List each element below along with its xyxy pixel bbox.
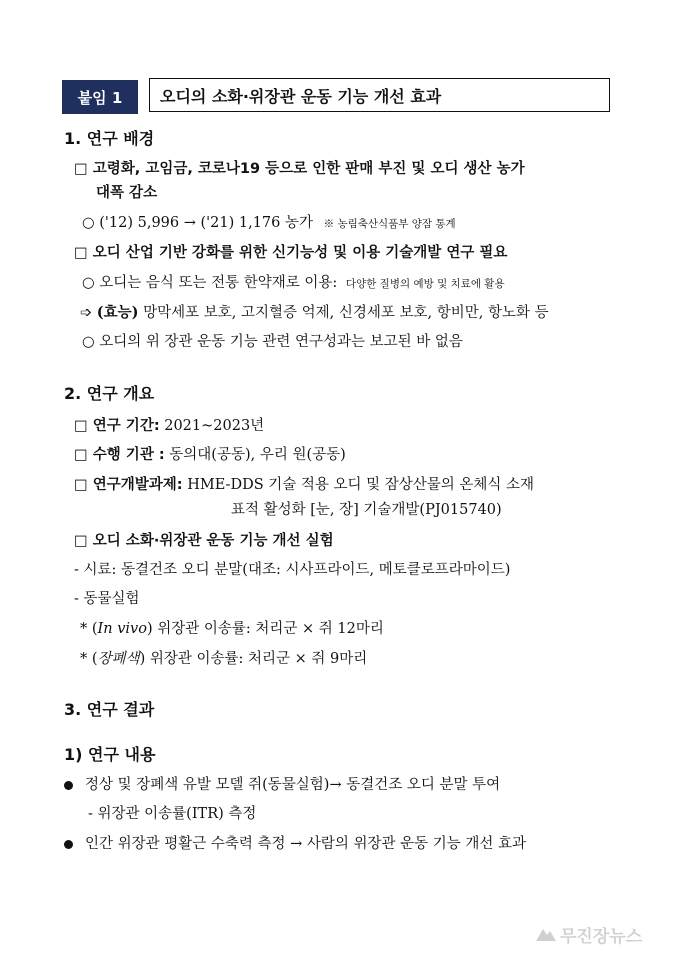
s2-org-label: □ 수행 기관 : xyxy=(74,447,165,463)
section-3-heading: 3. 연구 결과 xyxy=(64,700,155,719)
s1-bullet-2-sub-2 xyxy=(80,301,549,322)
document-title: 오디의 소화·위장관 운동 기능 개선 효과 xyxy=(149,78,610,112)
s1-usage-note: 다양한 질병의 예방 및 치료에 활용 xyxy=(345,278,505,290)
s1-efficacy-label: (효능) xyxy=(96,304,139,321)
s3-content-2-text: 인간 위장관 평활근 수축력 측정 → 사람의 위장관 운동 기능 개선 효과 xyxy=(85,836,527,852)
s3-content-2 xyxy=(64,832,526,853)
s2-task-label: □ 연구개발과제: xyxy=(74,477,183,493)
s2-ileus-italic: 장폐색 xyxy=(97,651,140,667)
watermark-logo-icon xyxy=(535,925,557,943)
s2-ileus-item xyxy=(80,647,367,668)
s1-bullet-2-sub-1 xyxy=(82,271,505,292)
s1-bullet-1-line1: □ 고령화, 고임금, 코로나19 등으로 인한 판매 부진 및 오디 생산 농가 xyxy=(74,161,525,177)
section-3-subheading: 1) 연구 내용 xyxy=(64,745,156,764)
s2-org-value: 동의대(공동), 우리 원(공동) xyxy=(169,447,346,463)
s2-animal-test: - 동물실험 xyxy=(74,591,140,607)
section-1-heading: 1. 연구 배경 xyxy=(64,129,155,148)
s2-invivo-prefix: * ( xyxy=(80,621,98,637)
s2-invivo-italic: In vivo xyxy=(97,621,147,637)
bullet-dot-icon xyxy=(64,840,73,849)
s2-ileus-text: ) 위장관 이송률: 처리군 × 쥐 9마리 xyxy=(139,651,368,667)
s1-farm-count-text: ○ ('12) 5,996 → ('21) 1,176 농가 xyxy=(82,215,313,231)
bullet-dot-icon xyxy=(64,781,73,790)
s2-org xyxy=(74,443,346,464)
s2-task-line1: HME-DDS 기술 적용 오디 및 잠상산물의 온체식 소재 xyxy=(187,477,535,493)
s1-bullet-2-sub-3: ○ 오디의 위 장관 운동 기능 관련 연구성과는 보고된 바 없음 xyxy=(82,334,463,350)
s1-bullet-1-line2: 대폭 감소 xyxy=(96,185,158,201)
attachment-tag: 붙임 1 xyxy=(62,80,138,114)
s1-source-note: ※ 농림축산식품부 양잠 통계 xyxy=(323,218,456,230)
s1-usage-text: ○ 오디는 음식 또는 전통 한약재로 이용: xyxy=(82,275,338,291)
s3-content-1-text: 정상 및 장폐색 유발 모델 쥐(동물실험)→ 동결건조 오디 분말 투여 xyxy=(85,777,501,793)
s2-ileus-prefix: * ( xyxy=(80,651,98,667)
s2-period-value: 2021~2023년 xyxy=(164,418,265,434)
s2-invivo-item xyxy=(80,617,384,638)
s2-experiment: □ 오디 소화·위장관 운동 기능 개선 실험 xyxy=(74,533,334,549)
s3-content-1-sub: - 위장관 이송률(ITR) 측정 xyxy=(88,806,257,822)
watermark-text: 무진장뉴스 xyxy=(560,927,643,947)
s2-invivo-text: ) 위장관 이송률: 처리군 × 쥐 12마리 xyxy=(146,621,384,637)
arrow-icon: ➩ xyxy=(80,305,93,321)
s2-task xyxy=(74,473,534,494)
s2-sample: - 시료: 동결건조 오디 분말(대조: 시사프라이드, 메토클로프라마이드) xyxy=(74,562,511,578)
s1-efficacy-text: 망막세포 보호, 고지혈증 억제, 신경세포 보호, 항비만, 항노화 등 xyxy=(143,305,549,321)
s2-task-line2: 표적 활성화 [눈, 장] 기술개발(PJ015740) xyxy=(231,502,502,518)
section-2-heading: 2. 연구 개요 xyxy=(64,384,155,403)
s1-bullet-1-sub xyxy=(82,211,456,232)
s3-content-1 xyxy=(64,773,500,794)
s2-period xyxy=(74,414,264,435)
s1-bullet-2: □ 오디 산업 기반 강화를 위한 신기능성 및 이용 기술개발 연구 필요 xyxy=(74,245,508,261)
s2-period-label: □ 연구 기간: xyxy=(74,418,160,434)
